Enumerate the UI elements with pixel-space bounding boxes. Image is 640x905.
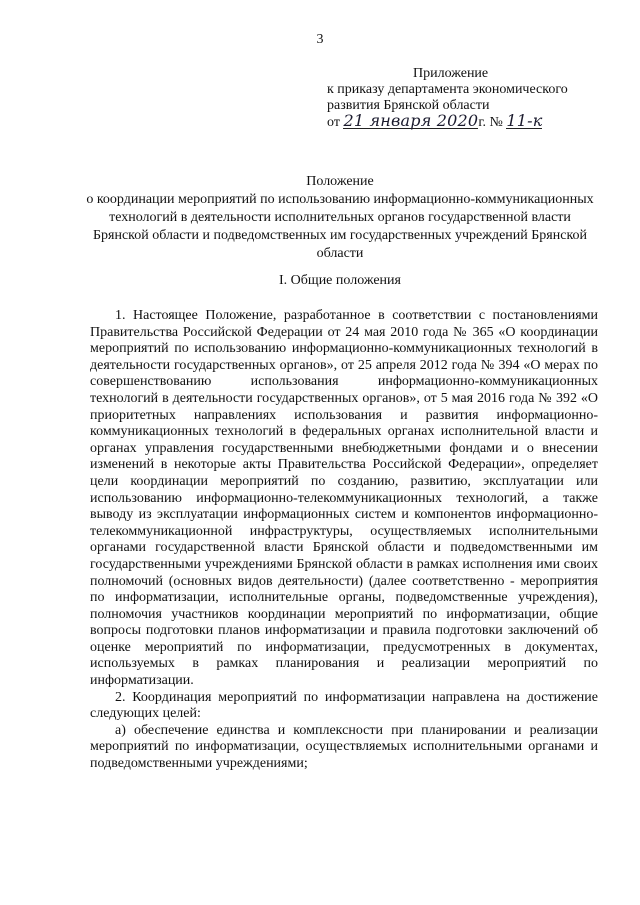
document-body [90,308,598,773]
document-subtitle: о координации мероприятий по использованию информационно-коммуникационных технологий в деятельности исполнительных органов государственной власти Брянской области и подведомственных им государственных учреждений Брянской области [86,192,594,261]
document-title: Положение [306,174,374,189]
paragraph-2a: а) обеспечение единства и комплексности при планировании и реализации мероприятий по информатизации, осуществляемых исполнительными органами и подведомственными учреждениями; [90,722,598,772]
appendix-block [327,66,617,131]
document-heading [80,173,600,263]
appendix-line-1: к приказу департамента экономического [327,82,568,97]
order-number-label: № [489,115,503,130]
appendix-title: Приложение [413,66,489,81]
appendix-line-2: развития Брянской области [327,98,490,113]
order-date-handwritten: 21 января 2020 [343,111,479,130]
paragraph-1: 1. Настоящее Положение, разработанное в соответствии с постановлениями Правительства Российской Федерации от 24 мая 2010 года № 365 «О координации мероприятий по использованию информационно-коммуникационных технологий в деятельности государственных органов», от 25 апреля 2012 года № 394 «О мерах по совершенствованию использования информационно-коммуникационных технологий в деятельности государственных органов», от 5 мая 2016 года № 392 «О приоритетных направлениях использования и развития информационно-коммуникационных технологий в федеральных органах исполнительной власти и органах управления государственными внебюджетными фондами и о внесении изменений в некоторые акты Правительства Российской Федерации», определяет цели координации мероприятий по созданию, развитию, эксплуатации или использованию информационно-телекоммуникационных технологий, а также выводу из эксплуатации информационных систем и компонентов информационно-телекоммуникационной инфраструктуры, осуществляемых исполнительными органами государственной власти Брянской области и подведомственными им государственными учреждениями Брянской области в рамках исполнения ими своих полномочий (основных видов деятельности) (далее соответственно - мероприятия по информатизации, исполнительные органы, подведомственные учреждения), полномочия участников координации мероприятий по информатизации, общие вопросы подготовки планов информатизации и правила подготовки заключений об оценке мероприятий по информатизации, предусмотренных в документах, используемых в рамках планирования и реализации мероприятий по информатизации. [90,308,598,689]
order-number-handwritten: 11-к [506,111,543,130]
paragraph-2: 2. Координация мероприятий по информатизации направлена на достижение следующих целей: [90,689,598,722]
page-number: 3 [316,32,324,47]
order-year-suffix: г. [478,115,486,130]
section-title: I. Общие положения [279,273,401,288]
order-line [327,111,617,131]
order-prefix: от [327,115,340,130]
